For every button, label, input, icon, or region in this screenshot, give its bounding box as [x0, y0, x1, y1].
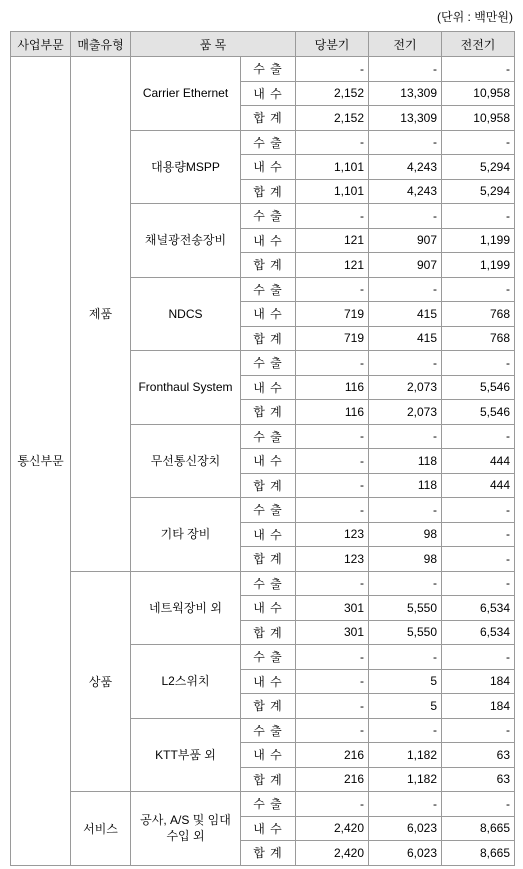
sub-type-cell: 합 계: [241, 106, 296, 131]
value-prev-year: 5,550: [369, 596, 442, 621]
value-current-quarter: 301: [296, 596, 369, 621]
sub-type-cell: 내 수: [241, 816, 296, 841]
value-prev-year: -: [369, 645, 442, 670]
product-name-cell: NDCS: [131, 277, 241, 351]
value-two-years-ago: 444: [442, 449, 515, 474]
sub-type-cell: 수 출: [241, 424, 296, 449]
value-prev-year: 415: [369, 302, 442, 327]
sub-type-cell: 수 출: [241, 204, 296, 229]
value-prev-year: 13,309: [369, 106, 442, 131]
sales-type-cell: 서비스: [71, 792, 131, 866]
value-prev-year: 98: [369, 522, 442, 547]
value-current-quarter: -: [296, 571, 369, 596]
value-two-years-ago: 63: [442, 767, 515, 792]
value-two-years-ago: -: [442, 718, 515, 743]
value-two-years-ago: 10,958: [442, 106, 515, 131]
value-two-years-ago: 768: [442, 326, 515, 351]
value-two-years-ago: 8,665: [442, 816, 515, 841]
value-prev-year: 5: [369, 694, 442, 719]
table-row: [11, 571, 515, 596]
value-current-quarter: -: [296, 204, 369, 229]
value-current-quarter: 2,420: [296, 841, 369, 866]
sub-type-cell: 수 출: [241, 718, 296, 743]
value-current-quarter: 123: [296, 547, 369, 572]
value-prev-year: 98: [369, 547, 442, 572]
sub-type-cell: 내 수: [241, 522, 296, 547]
value-two-years-ago: 184: [442, 669, 515, 694]
value-current-quarter: -: [296, 351, 369, 376]
sub-type-cell: 수 출: [241, 645, 296, 670]
product-name-cell: 대용량MSPP: [131, 130, 241, 204]
value-prev-year: -: [369, 130, 442, 155]
value-prev-year: -: [369, 351, 442, 376]
value-current-quarter: 2,152: [296, 81, 369, 106]
value-two-years-ago: 63: [442, 743, 515, 768]
header-two-years-ago: 전전기: [442, 32, 515, 57]
value-two-years-ago: -: [442, 204, 515, 229]
value-current-quarter: 216: [296, 767, 369, 792]
sub-type-cell: 수 출: [241, 498, 296, 523]
value-current-quarter: -: [296, 669, 369, 694]
value-current-quarter: -: [296, 718, 369, 743]
value-two-years-ago: 5,294: [442, 179, 515, 204]
value-two-years-ago: 5,294: [442, 155, 515, 180]
sub-type-cell: 내 수: [241, 81, 296, 106]
sub-type-cell: 수 출: [241, 571, 296, 596]
value-prev-year: -: [369, 204, 442, 229]
value-current-quarter: 1,101: [296, 179, 369, 204]
value-two-years-ago: 5,546: [442, 400, 515, 425]
value-two-years-ago: -: [442, 351, 515, 376]
value-two-years-ago: 184: [442, 694, 515, 719]
value-prev-year: 2,073: [369, 375, 442, 400]
value-prev-year: -: [369, 424, 442, 449]
sub-type-cell: 합 계: [241, 767, 296, 792]
value-prev-year: 907: [369, 253, 442, 278]
value-prev-year: 6,023: [369, 841, 442, 866]
sub-type-cell: 내 수: [241, 155, 296, 180]
sub-type-cell: 내 수: [241, 302, 296, 327]
value-two-years-ago: -: [442, 645, 515, 670]
value-prev-year: 2,073: [369, 400, 442, 425]
sub-type-cell: 내 수: [241, 228, 296, 253]
sub-type-cell: 합 계: [241, 253, 296, 278]
sub-type-cell: 내 수: [241, 743, 296, 768]
value-current-quarter: -: [296, 277, 369, 302]
value-current-quarter: -: [296, 792, 369, 817]
sub-type-cell: 합 계: [241, 620, 296, 645]
sub-type-cell: 내 수: [241, 375, 296, 400]
value-prev-year: -: [369, 718, 442, 743]
header-sales-type: 매출유형: [71, 32, 131, 57]
product-name-cell: Fronthaul System: [131, 351, 241, 425]
product-name-cell: L2스위치: [131, 645, 241, 719]
sub-type-cell: 수 출: [241, 277, 296, 302]
sub-type-cell: 수 출: [241, 130, 296, 155]
value-prev-year: 1,182: [369, 767, 442, 792]
header-current-quarter: 당분기: [296, 32, 369, 57]
header-item: 품 목: [131, 32, 296, 57]
value-current-quarter: 719: [296, 302, 369, 327]
sub-type-cell: 내 수: [241, 449, 296, 474]
sub-type-cell: 수 출: [241, 57, 296, 82]
value-two-years-ago: 6,534: [442, 620, 515, 645]
header-division: 사업부문: [11, 32, 71, 57]
value-current-quarter: -: [296, 449, 369, 474]
value-two-years-ago: -: [442, 792, 515, 817]
product-name-cell: 공사, A/S 및 임대수입 외: [131, 792, 241, 866]
value-two-years-ago: 5,546: [442, 375, 515, 400]
product-name-cell: 네트웍장비 외: [131, 571, 241, 645]
value-current-quarter: 2,152: [296, 106, 369, 131]
value-current-quarter: 301: [296, 620, 369, 645]
value-prev-year: 5,550: [369, 620, 442, 645]
value-two-years-ago: 444: [442, 473, 515, 498]
sub-type-cell: 수 출: [241, 792, 296, 817]
value-current-quarter: 121: [296, 253, 369, 278]
sub-type-cell: 합 계: [241, 400, 296, 425]
sub-type-cell: 합 계: [241, 841, 296, 866]
value-two-years-ago: 1,199: [442, 228, 515, 253]
value-prev-year: 907: [369, 228, 442, 253]
value-two-years-ago: -: [442, 57, 515, 82]
value-current-quarter: -: [296, 424, 369, 449]
value-current-quarter: -: [296, 498, 369, 523]
value-current-quarter: -: [296, 130, 369, 155]
value-prev-year: -: [369, 792, 442, 817]
division-cell: 통신부문: [11, 57, 71, 866]
sub-type-cell: 합 계: [241, 326, 296, 351]
header-prev-year: 전기: [369, 32, 442, 57]
sub-type-cell: 수 출: [241, 351, 296, 376]
value-prev-year: 6,023: [369, 816, 442, 841]
value-current-quarter: -: [296, 645, 369, 670]
value-current-quarter: -: [296, 694, 369, 719]
value-prev-year: -: [369, 57, 442, 82]
product-name-cell: 무선통신장치: [131, 424, 241, 498]
header-row: [11, 32, 515, 57]
value-two-years-ago: -: [442, 522, 515, 547]
value-prev-year: -: [369, 498, 442, 523]
table-body: [11, 57, 515, 866]
value-two-years-ago: 6,534: [442, 596, 515, 621]
value-two-years-ago: -: [442, 547, 515, 572]
value-two-years-ago: 768: [442, 302, 515, 327]
table-row: [11, 792, 515, 817]
product-name-cell: 채널광전송장비: [131, 204, 241, 278]
product-name-cell: KTT부품 외: [131, 718, 241, 792]
value-prev-year: 118: [369, 449, 442, 474]
value-current-quarter: 116: [296, 400, 369, 425]
value-current-quarter: 121: [296, 228, 369, 253]
sub-type-cell: 내 수: [241, 596, 296, 621]
value-prev-year: -: [369, 571, 442, 596]
value-prev-year: 118: [369, 473, 442, 498]
unit-note: (단위 : 백만원): [437, 10, 513, 24]
value-two-years-ago: -: [442, 571, 515, 596]
value-prev-year: 4,243: [369, 155, 442, 180]
value-current-quarter: -: [296, 57, 369, 82]
value-two-years-ago: 1,199: [442, 253, 515, 278]
value-prev-year: 5: [369, 669, 442, 694]
product-name-cell: 기타 장비: [131, 498, 241, 572]
value-two-years-ago: 10,958: [442, 81, 515, 106]
value-current-quarter: 1,101: [296, 155, 369, 180]
value-two-years-ago: -: [442, 277, 515, 302]
value-prev-year: 4,243: [369, 179, 442, 204]
value-current-quarter: 719: [296, 326, 369, 351]
value-prev-year: 1,182: [369, 743, 442, 768]
table-row: [11, 57, 515, 82]
value-prev-year: -: [369, 277, 442, 302]
value-prev-year: 13,309: [369, 81, 442, 106]
value-two-years-ago: -: [442, 130, 515, 155]
sales-type-cell: 상품: [71, 571, 131, 792]
value-two-years-ago: 8,665: [442, 841, 515, 866]
value-current-quarter: -: [296, 473, 369, 498]
value-current-quarter: 216: [296, 743, 369, 768]
sub-type-cell: 합 계: [241, 473, 296, 498]
sub-type-cell: 합 계: [241, 547, 296, 572]
sub-type-cell: 내 수: [241, 669, 296, 694]
sub-type-cell: 합 계: [241, 179, 296, 204]
sales-type-cell: 제품: [71, 57, 131, 572]
value-current-quarter: 123: [296, 522, 369, 547]
sub-type-cell: 합 계: [241, 694, 296, 719]
value-two-years-ago: -: [442, 424, 515, 449]
product-name-cell: Carrier Ethernet: [131, 57, 241, 131]
value-prev-year: 415: [369, 326, 442, 351]
sales-table: [10, 31, 515, 866]
value-current-quarter: 2,420: [296, 816, 369, 841]
value-two-years-ago: -: [442, 498, 515, 523]
value-current-quarter: 116: [296, 375, 369, 400]
